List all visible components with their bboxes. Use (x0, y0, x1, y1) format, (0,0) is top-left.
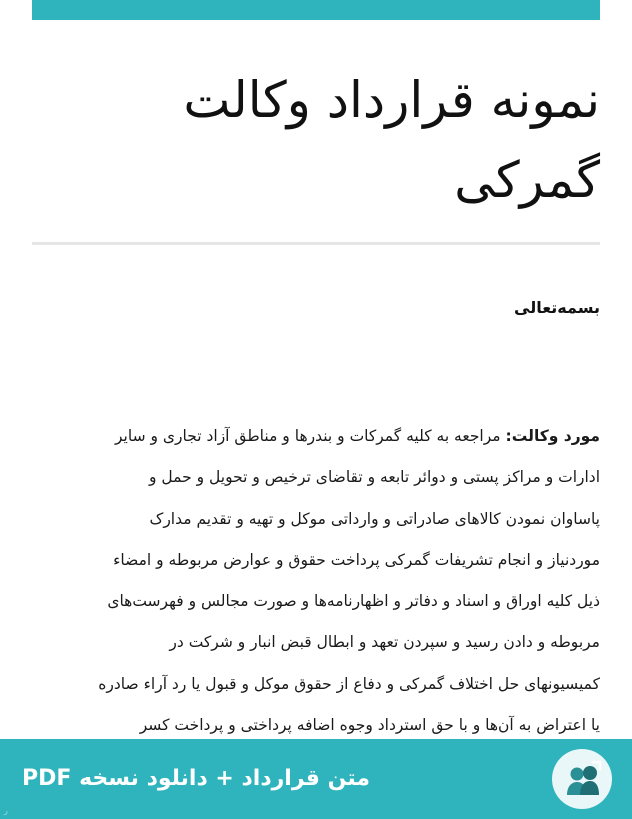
page-title-line-1: نمونه قرارداد وکالت (183, 71, 600, 129)
page-title-line-2: گمرکی (454, 151, 600, 209)
body-line-3: پاساوان نمودن کالاهای صادراتی و وارداتی موکل و تهیه و تقدیم مدارک (149, 509, 600, 528)
download-banner[interactable] (0, 739, 632, 819)
body-line-1 (28, 416, 600, 457)
body-line-2: ادارات و مراکز پستی و دوائر تابعه و تقاضای ترخیص و تحویل و حمل و (149, 468, 600, 487)
body-line-6: مربوطه و دادن رسید و سپردن تعهد و ابطال قبض انبار و شرکت در (169, 633, 600, 652)
contract-body (28, 416, 600, 746)
salutation-text: بسمه‌تعالی (514, 298, 600, 317)
users-icon (551, 748, 613, 810)
download-pdf-label[interactable]: متن قرارداد + دانلود نسخه PDF (22, 766, 370, 791)
title-divider (32, 242, 600, 245)
body-line-7: کمیسیونهای حل اختلاف گمرکی و دفاع از حقوق موکل و قبول یا رد آراء صادره (98, 674, 600, 693)
top-accent-bar (32, 0, 600, 20)
page-title (32, 60, 600, 220)
body-label: مورد وکالت: (505, 427, 600, 445)
body-line-5: ذیل کلیه اوراق و اسناد و دفاتر و اظهارنامه‌ها و صورت مجالس و فهرست‌های (107, 592, 600, 611)
body-line-1-text: مراجعه به کلیه گمرکات و بندرها و مناطق آزاد تجاری و سایر (114, 427, 506, 445)
body-line-8: یا اعتراض به آن‌ها و با حق استرداد وجوه اضافه پرداختی و پرداخت کسر (139, 716, 600, 735)
corner-mark: ر (4, 806, 8, 815)
body-line-4: موردنیاز و انجام تشریفات گمرکی پرداخت حقوق و عوارض مربوطه و امضاء (113, 550, 600, 569)
